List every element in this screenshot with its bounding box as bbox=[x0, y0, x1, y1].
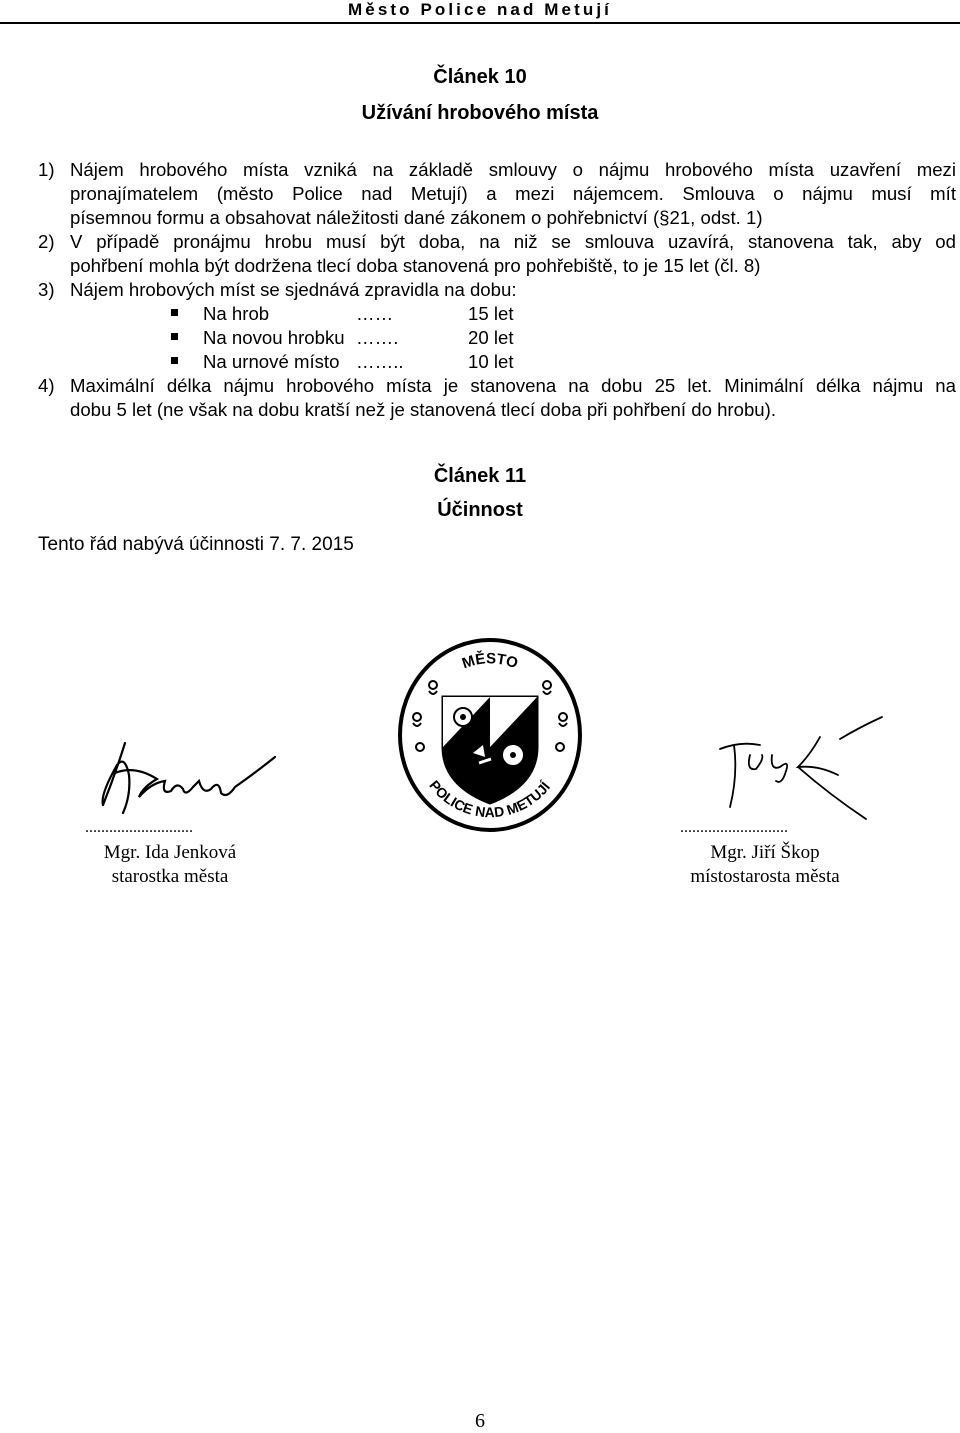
item-3-line-1: Nájem hrobových míst se sjednává zpravidla na dobu: bbox=[70, 279, 517, 300]
item-2-line-1: V případě pronájmu hrobu musí být doba, na niž se smlouva uzavírá, stanovena tak, aby od bbox=[70, 231, 956, 252]
signature-left bbox=[95, 735, 295, 825]
list-bullet bbox=[171, 357, 178, 364]
signature-right bbox=[690, 715, 890, 825]
town-seal bbox=[395, 635, 585, 835]
signatory-role-right: místostarosta města bbox=[690, 866, 840, 887]
running-header: Město Police nad Metují bbox=[348, 0, 612, 19]
signature-line-right: ........................... bbox=[680, 819, 788, 836]
signature-line-left: ........................... bbox=[85, 819, 193, 836]
header-rule bbox=[0, 22, 960, 24]
lease-label-grave: Na hrob bbox=[203, 303, 270, 324]
article-10-number: Článek 10 bbox=[433, 66, 527, 88]
item-4-line-2: dobu 5 let (ne však na dobu kratší než je stanovená tlecí doba při pohřbení do hrobu). bbox=[70, 399, 776, 420]
item-4-line-1: Maximální délka nájmu hrobového místa je stanovena na dobu 25 let. Minimální délka nájmu na bbox=[70, 375, 956, 396]
item-1-line-2: pronajímatelem (město Police nad Metují) a mezi nájemcem. Smlouva o nájmu musí mít bbox=[70, 183, 956, 204]
seal-top-text: MĚSTO bbox=[459, 650, 521, 673]
signatory-name-right: Mgr. Jiří Škop bbox=[710, 842, 820, 863]
list-bullet bbox=[171, 333, 178, 340]
seal-bottom-text: POLICE NAD METUJÍ bbox=[426, 777, 554, 821]
lease-dots-grave: …… bbox=[356, 303, 394, 324]
lease-dots-tomb: ……. bbox=[356, 327, 399, 348]
coat-of-arms-icon bbox=[443, 697, 537, 803]
page-number: 6 bbox=[475, 1410, 485, 1432]
lease-value-urn: 10 let bbox=[468, 351, 514, 372]
list-bullet bbox=[171, 309, 178, 316]
item-1-line-1: Nájem hrobového místa vzniká na základě smlouvy o nájmu hrobového místa uzavření mezi bbox=[70, 159, 956, 180]
item-2-line-2: pohřbení mohla být dodržena tlecí doba stanovená pro pohřebiště, to je 15 let (čl. 8) bbox=[70, 255, 761, 276]
lease-label-tomb: Na novou hrobku bbox=[203, 327, 345, 348]
article-11-number: Článek 11 bbox=[433, 465, 527, 487]
signatory-role-left: starostka města bbox=[111, 866, 229, 887]
item-1-number: 1) bbox=[38, 159, 55, 180]
item-2-number: 2) bbox=[38, 231, 55, 252]
lease-value-grave: 15 let bbox=[468, 303, 514, 324]
item-3-number: 3) bbox=[38, 279, 55, 300]
article-11-title: Účinnost bbox=[437, 499, 523, 521]
item-1-line-3: písemnou formu a obsahovat náležitosti dané zákonem o pohřebnictví (§21, odst. 1) bbox=[70, 207, 763, 228]
effective-date-text: Tento řád nabývá účinnosti 7. 7. 2015 bbox=[38, 534, 354, 555]
signatory-name-left: Mgr. Ida Jenková bbox=[103, 842, 237, 863]
lease-dots-urn: …….. bbox=[356, 351, 404, 372]
lease-label-urn: Na urnové místo bbox=[203, 351, 340, 372]
article-10-title: Užívání hrobového místa bbox=[361, 102, 599, 124]
lease-value-tomb: 20 let bbox=[468, 327, 514, 348]
item-4-number: 4) bbox=[38, 375, 55, 396]
